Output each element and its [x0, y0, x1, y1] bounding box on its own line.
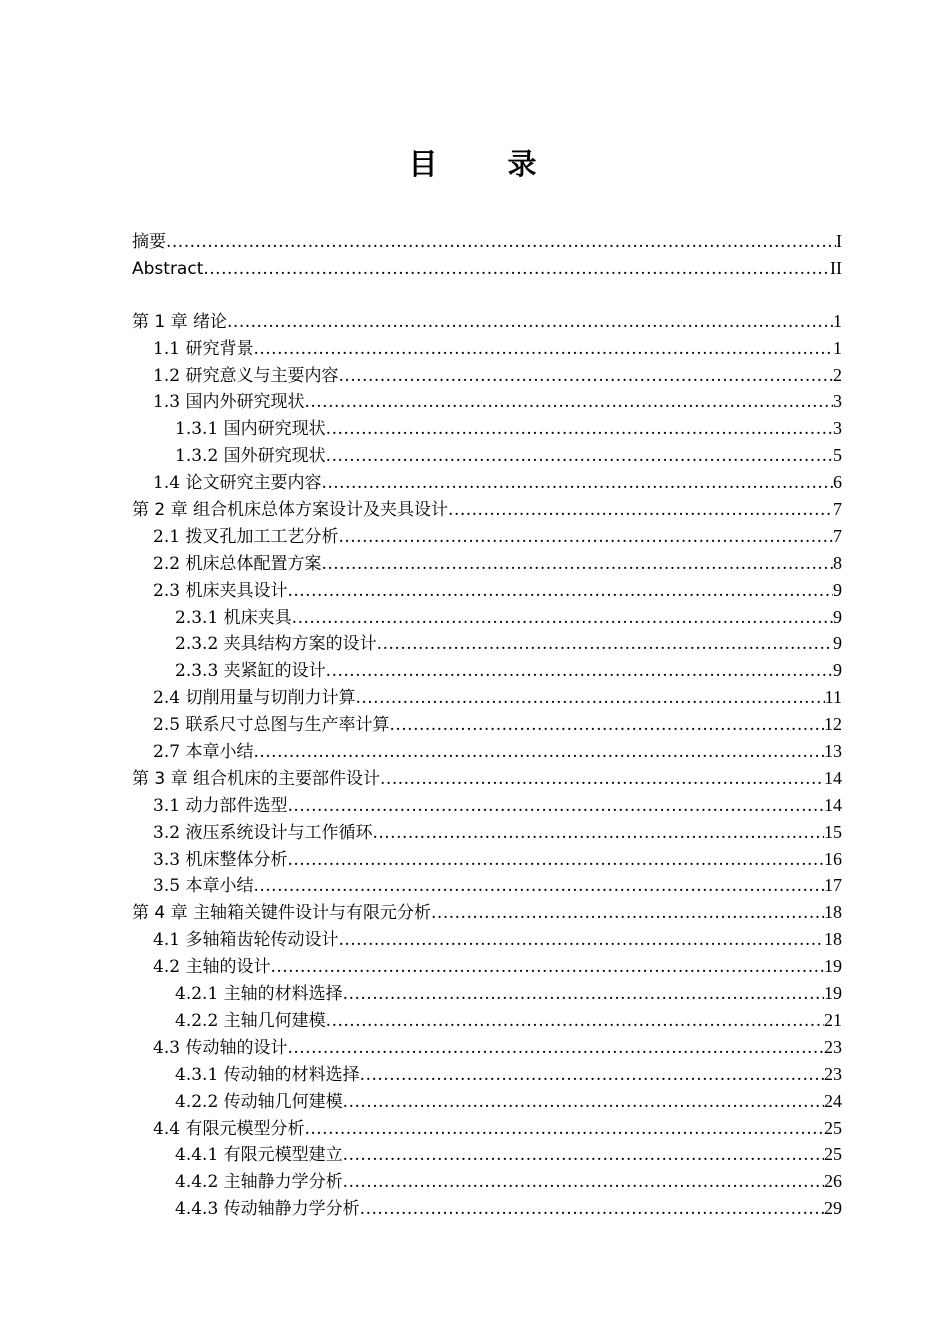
toc-entry-label: 2.3.2 夹具结构方案的设计 — [175, 634, 377, 655]
dot-leader — [321, 551, 833, 578]
toc-entry-label: 摘要 — [132, 232, 166, 252]
toc-entry-label: 4.3 传动轴的设计 — [153, 1037, 288, 1058]
dot-leader — [380, 766, 824, 793]
toc-entry-label: 2.3.1 机床夹具 — [175, 607, 292, 628]
page-title: 目 录 — [408, 147, 567, 181]
toc-entry-page-number: 21 — [824, 1009, 842, 1030]
toc-entry-page-number: 19 — [824, 956, 842, 977]
toc-entry[interactable] — [132, 1195, 842, 1222]
toc-entry[interactable] — [132, 1168, 842, 1195]
toc-entry[interactable] — [132, 684, 842, 711]
toc-entry-page-number: 26 — [824, 1171, 842, 1192]
toc-entry[interactable] — [132, 953, 842, 980]
toc-entry-label: 4.1 多轴箱齿轮传动设计 — [153, 930, 339, 951]
toc-entry[interactable] — [132, 255, 842, 282]
toc-entry-page-number: 9 — [833, 606, 842, 627]
dot-leader — [253, 336, 833, 363]
toc-entry[interactable] — [132, 1061, 842, 1088]
toc-entry-page-number: 7 — [833, 525, 842, 546]
toc-entry-page-number: 18 — [824, 929, 842, 950]
toc-entry-page-number: 25 — [824, 1144, 842, 1165]
toc-entry-label: 4.4.1 有限元模型建立 — [175, 1145, 343, 1166]
dot-leader — [326, 1008, 824, 1035]
dot-leader — [304, 1116, 824, 1143]
toc-entry-page-number: 16 — [824, 848, 842, 869]
toc-entry-label: 4.2.1 主轴的材料选择 — [175, 984, 343, 1005]
toc-entry-label: 4.4 有限元模型分析 — [153, 1118, 305, 1139]
toc-entry[interactable] — [132, 926, 842, 953]
toc-entry[interactable] — [132, 738, 842, 765]
toc-entry-page-number: 14 — [824, 767, 842, 788]
toc-entry[interactable] — [132, 469, 842, 496]
toc-entry-page-number: 25 — [824, 1117, 842, 1138]
dot-leader — [338, 363, 833, 390]
table-of-contents — [132, 228, 842, 1222]
toc-entry[interactable] — [132, 335, 842, 362]
toc-entry[interactable] — [132, 362, 842, 389]
dot-leader — [448, 497, 833, 524]
toc-entry-page-number: 23 — [824, 1036, 842, 1057]
toc-entry-label: 第 4 章 主轴箱关键件设计与有限元分析 — [132, 903, 432, 924]
toc-entry-page-number: 9 — [833, 660, 842, 681]
dot-leader — [343, 1089, 824, 1116]
dot-leader — [253, 739, 824, 766]
toc-entry[interactable] — [132, 1034, 842, 1061]
dot-leader — [377, 631, 833, 658]
toc-entry-label: 4.2.2 传动轴几何建模 — [175, 1091, 343, 1112]
toc-entry-page-number: 17 — [824, 875, 842, 896]
toc-entry[interactable] — [132, 228, 842, 255]
toc-entry-page-number: 14 — [824, 794, 842, 815]
toc-entry-page-number: 9 — [833, 579, 842, 600]
toc-entry-label: 第 3 章 组合机床的主要部件设计 — [132, 768, 381, 789]
dot-leader — [355, 685, 824, 712]
toc-entry-page-number: 18 — [824, 902, 842, 923]
toc-entry[interactable] — [132, 496, 842, 523]
toc-entry[interactable] — [132, 872, 842, 899]
toc-entry-page-number: 12 — [824, 714, 842, 735]
dot-leader — [326, 443, 833, 470]
toc-entry[interactable] — [132, 1007, 842, 1034]
toc-entry-label: 2.1 拨叉孔加工工艺分析 — [153, 526, 339, 547]
toc-entry[interactable] — [132, 792, 842, 819]
toc-entry[interactable] — [132, 765, 842, 792]
toc-entry-label: 2.3 机床夹具设计 — [153, 580, 288, 601]
dot-leader — [326, 658, 833, 685]
toc-entry-label: 4.4.2 主轴静力学分析 — [175, 1172, 343, 1193]
toc-entry-page-number: 19 — [824, 983, 842, 1004]
toc-entry-page-number: 2 — [833, 364, 842, 385]
dot-leader — [389, 712, 824, 739]
dot-leader — [287, 578, 833, 605]
toc-entry-page-number: 6 — [833, 472, 842, 493]
toc-entry[interactable] — [132, 604, 842, 631]
toc-entry[interactable] — [132, 1141, 842, 1168]
toc-entry[interactable] — [132, 308, 842, 335]
toc-entry-page-number: 3 — [833, 418, 842, 439]
toc-entry-label: 1.4 论文研究主要内容 — [153, 473, 322, 494]
toc-entry-label: 2.2 机床总体配置方案 — [153, 553, 322, 574]
toc-entry-label: 2.3.3 夹紧缸的设计 — [175, 661, 326, 682]
toc-entry-label: Abstract — [132, 258, 204, 279]
toc-entry-page-number: 7 — [833, 499, 842, 520]
dot-leader — [343, 1142, 824, 1169]
toc-entry-label: 第 1 章 绪论 — [132, 311, 228, 332]
toc-entry-page-number: 24 — [824, 1090, 842, 1111]
toc-entry[interactable] — [132, 1115, 842, 1142]
dot-leader — [227, 309, 833, 336]
dot-leader — [166, 229, 836, 256]
toc-entry[interactable] — [132, 442, 842, 469]
toc-entry-label: 4.2 主轴的设计 — [153, 957, 271, 978]
toc-entry-label: 1.2 研究意义与主要内容 — [153, 365, 339, 386]
toc-entry-page-number: 29 — [824, 1198, 842, 1219]
toc-entry-page-number: 8 — [833, 552, 842, 573]
dot-leader — [287, 793, 824, 820]
toc-entry[interactable] — [132, 846, 842, 873]
toc-entry[interactable] — [132, 657, 842, 684]
dot-leader — [360, 1062, 824, 1089]
dot-leader — [321, 470, 833, 497]
toc-entry-page-number: 3 — [833, 391, 842, 412]
dot-leader — [338, 524, 833, 551]
toc-entry[interactable] — [132, 630, 842, 657]
toc-entry-label: 1.3.2 国外研究现状 — [175, 446, 326, 467]
toc-entry-page-number: 13 — [824, 741, 842, 762]
dot-leader — [287, 1035, 824, 1062]
toc-entry[interactable] — [132, 550, 842, 577]
toc-entry-label: 1.3 国内外研究现状 — [153, 392, 305, 413]
toc-entry-page-number: 9 — [833, 633, 842, 654]
toc-entry-label: 第 2 章 组合机床总体方案设计及夹具设计 — [132, 500, 449, 521]
toc-entry-label: 1.3.1 国内研究现状 — [175, 419, 326, 440]
dot-leader — [338, 927, 824, 954]
toc-entry-page-number: II — [830, 257, 842, 278]
dot-leader — [431, 900, 824, 927]
dot-leader — [304, 389, 833, 416]
dot-leader — [287, 847, 824, 874]
toc-entry[interactable] — [132, 577, 842, 604]
toc-entry-page-number: 23 — [824, 1063, 842, 1084]
dot-leader — [203, 256, 830, 283]
dot-leader — [326, 416, 833, 443]
toc-entry-page-number: 11 — [824, 687, 842, 708]
toc-entry-label: 4.4.3 传动轴静力学分析 — [175, 1199, 360, 1220]
toc-entry-label: 1.1 研究背景 — [153, 338, 254, 359]
toc-entry-page-number: 1 — [833, 337, 842, 358]
toc-entry[interactable] — [132, 388, 842, 415]
toc-entry[interactable] — [132, 980, 842, 1007]
toc-entry-label: 2.7 本章小结 — [153, 742, 254, 763]
toc-entry-page-number: 15 — [824, 821, 842, 842]
toc-entry-label: 3.3 机床整体分析 — [153, 849, 288, 870]
dot-leader — [270, 954, 824, 981]
dot-leader — [253, 873, 824, 900]
toc-entry[interactable] — [132, 415, 842, 442]
toc-entry-label: 3.1 动力部件选型 — [153, 795, 288, 816]
toc-entry-page-number: 5 — [833, 445, 842, 466]
dot-leader — [343, 981, 824, 1008]
toc-entry-page-number: I — [836, 231, 842, 251]
toc-entry-label: 2.4 切削用量与切削力计算 — [153, 688, 356, 709]
toc-entry[interactable] — [132, 819, 842, 846]
toc-entry[interactable] — [132, 1088, 842, 1115]
toc-entry[interactable] — [132, 523, 842, 550]
toc-entry-page-number: 1 — [833, 310, 842, 331]
dot-leader — [372, 820, 824, 847]
toc-entry-label: 3.5 本章小结 — [153, 876, 254, 897]
toc-entry-label: 4.3.1 传动轴的材料选择 — [175, 1064, 360, 1085]
toc-entry-label: 4.2.2 主轴几何建模 — [175, 1010, 326, 1031]
toc-entry[interactable] — [132, 899, 842, 926]
dot-leader — [343, 1169, 824, 1196]
toc-entry-label: 2.5 联系尺寸总图与生产率计算 — [153, 715, 390, 736]
toc-entry-label: 3.2 液压系统设计与工作循环 — [153, 822, 373, 843]
dot-leader — [292, 605, 833, 632]
dot-leader — [360, 1196, 824, 1223]
toc-entry[interactable] — [132, 711, 842, 738]
